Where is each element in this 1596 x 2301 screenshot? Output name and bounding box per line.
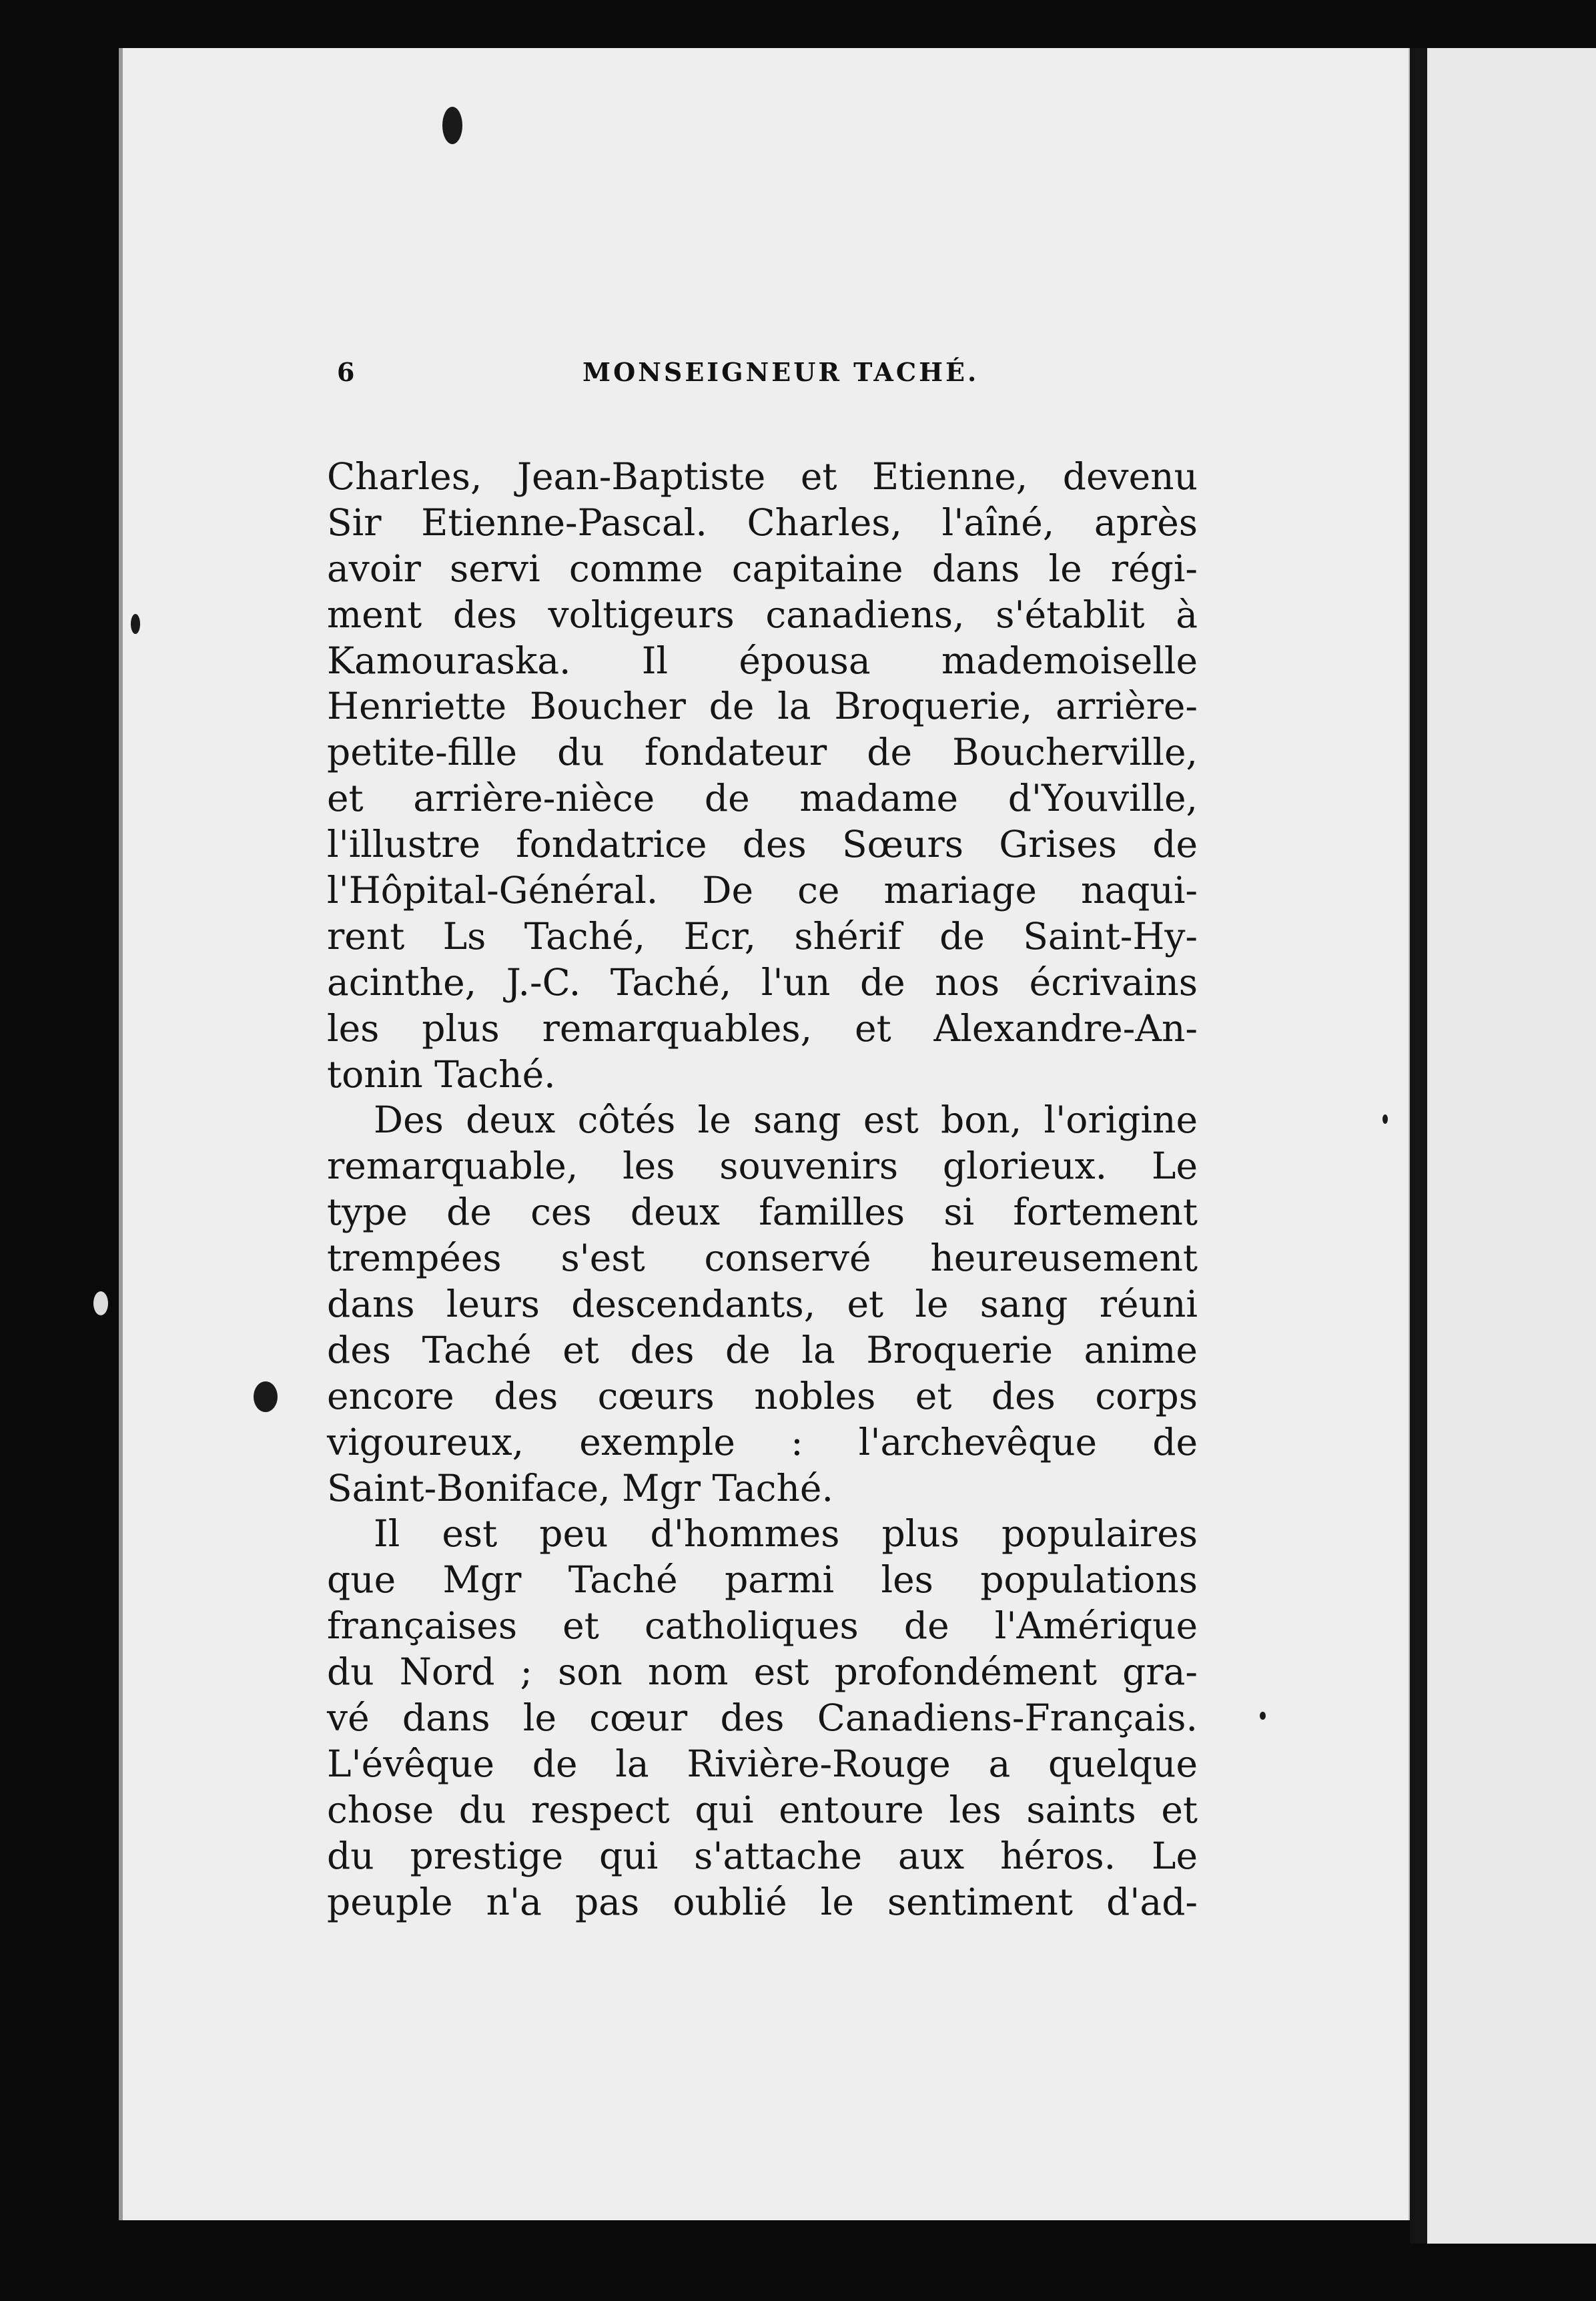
page-gutter [1410, 48, 1427, 2244]
text-line: avoir servi comme capitaine dans le régi- [327, 547, 1198, 590]
paragraph [327, 454, 1198, 1097]
text-line: Sir Etienne-Pascal. Charles, l'aîné, après [327, 501, 1198, 544]
ink-speck [254, 1381, 278, 1412]
text-line: que Mgr Taché parmi les populations [327, 1558, 1198, 1602]
text-line: et arrière-nièce de madame d'Youville, [327, 777, 1198, 820]
text-line: tonin Taché. [327, 1052, 556, 1096]
text-line: petite-fille du fondateur de Boucherville, [327, 731, 1198, 774]
ink-speck [442, 107, 462, 144]
text-line: trempées s'est conservé heureusement [327, 1237, 1198, 1280]
text-line: les plus remarquables, et Alexandre-An- [327, 1006, 1198, 1050]
ink-speck [1382, 1114, 1388, 1124]
text-line: vigoureux, exemple : l'archevêque de [327, 1420, 1198, 1463]
text-line: des Taché et des de la Broquerie anime [327, 1328, 1198, 1371]
paragraph [327, 1511, 1198, 1925]
text-line: Kamouraska. Il épousa mademoiselle [327, 639, 1198, 682]
ink-speck [1260, 1712, 1266, 1720]
text-line: du prestige qui s'attache aux héros. Le [327, 1834, 1198, 1877]
text-line: Des deux côtés le sang est bon, l'origine [374, 1098, 1198, 1142]
text-line: dans leurs descendants, et le sang réuni [327, 1283, 1198, 1326]
text-line: peuple n'a pas oublié le sentiment d'ad- [327, 1880, 1198, 1923]
text-line: type de ces deux familles si fortement [327, 1191, 1198, 1234]
ink-speck [131, 614, 140, 634]
text-line: Henriette Boucher de la Broquerie, arrière- [327, 685, 1198, 728]
text-line: Il est peu d'hommes plus populaires [374, 1512, 1198, 1556]
text-line: rent Ls Taché, Ecr, shérif de Saint-Hy- [327, 914, 1198, 958]
text-line: Charles, Jean-Baptiste et Etienne, devenu [327, 455, 1198, 498]
text-line: françaises et catholiques de l'Amérique [327, 1604, 1198, 1648]
text-line: chose du respect qui entoure les saints et [327, 1788, 1198, 1831]
text-line: remarquable, les souvenirs glorieux. Le [327, 1144, 1198, 1188]
ink-speck [93, 1291, 108, 1315]
running-title: MONSEIGNEUR TACHÉ. [582, 357, 979, 387]
running-head [337, 357, 1198, 397]
text-line: l'Hôpital-Général. De ce mariage naqui- [327, 869, 1198, 912]
text-line: ment des voltigeurs canadiens, s'établit à [327, 593, 1198, 636]
adjacent-page-edge [1427, 48, 1596, 2244]
text-line: encore des cœurs nobles et des corps [327, 1374, 1198, 1417]
paragraph [327, 1097, 1198, 1511]
body-text [327, 454, 1198, 1925]
text-line: acinthe, J.-C. Taché, l'un de nos écrivains [327, 960, 1198, 1004]
text-line: vé dans le cœur des Canadiens-Français. [327, 1696, 1198, 1740]
text-line: l'illustre fondatrice des Sœurs Grises de [327, 823, 1198, 866]
text-line: Saint-Boniface, Mgr Taché. [327, 1466, 833, 1510]
text-line: du Nord ; son nom est profondément gra- [327, 1650, 1198, 1694]
text-line: L'évêque de la Rivière-Rouge a quelque [327, 1742, 1198, 1785]
page-number: 6 [337, 357, 355, 387]
